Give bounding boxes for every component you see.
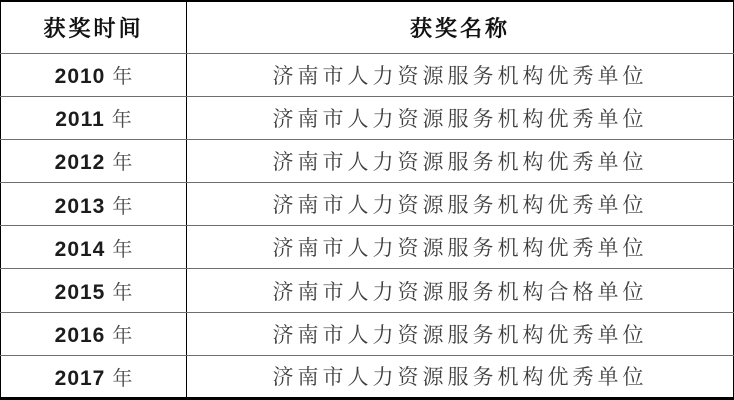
- year-value: 2016: [54, 324, 106, 348]
- award-name-cell: 济南市人力资源服务机构优秀单位: [187, 183, 734, 226]
- year-unit-label: 年: [112, 325, 133, 348]
- year-unit-label: 年: [112, 152, 133, 175]
- table-body: [1, 53, 734, 399]
- table-row: [1, 269, 734, 312]
- year-cell: [1, 355, 187, 398]
- header-row: [1, 1, 734, 53]
- award-name-cell: 济南市人力资源服务机构优秀单位: [187, 96, 734, 139]
- year-unit-label: 年: [112, 282, 133, 305]
- award-name-cell: 济南市人力资源服务机构合格单位: [187, 269, 734, 312]
- year-unit-label: 年: [112, 66, 133, 89]
- year-value: 2012: [54, 151, 106, 175]
- table-row: [1, 96, 734, 139]
- award-name-cell: 济南市人力资源服务机构优秀单位: [187, 226, 734, 269]
- year-unit-label: 年: [111, 109, 132, 132]
- table-row: [1, 355, 734, 398]
- year-cell: [1, 139, 187, 182]
- year-value: 2013: [54, 194, 106, 218]
- year-cell: [1, 312, 187, 355]
- year-value: 2011: [55, 108, 105, 132]
- award-name-cell: 济南市人力资源服务机构优秀单位: [187, 312, 734, 355]
- year-unit-label: 年: [112, 195, 133, 218]
- year-value: 2015: [54, 281, 106, 305]
- year-value: 2014: [54, 237, 106, 261]
- table-row: [1, 183, 734, 226]
- year-value: 2017: [54, 366, 106, 390]
- table-row: [1, 312, 734, 355]
- year-cell: [1, 183, 187, 226]
- year-unit-label: 年: [112, 238, 133, 261]
- year-cell: [1, 269, 187, 312]
- award-name-cell: 济南市人力资源服务机构优秀单位: [272, 366, 648, 390]
- year-cell: [1, 53, 187, 96]
- column-header-award-name: 获奖名称: [187, 1, 734, 53]
- year-unit-label: 年: [112, 367, 133, 390]
- table-row: [1, 226, 734, 269]
- award-name-cell: 济南市人力资源服务机构优秀单位: [187, 139, 734, 182]
- year-cell: [1, 226, 187, 269]
- table-header: [1, 1, 734, 53]
- year-value: 2010: [54, 65, 106, 89]
- table-row: [1, 139, 734, 182]
- award-name-cell: 济南市人力资源服务机构优秀单位: [187, 53, 734, 96]
- year-cell: [1, 96, 187, 139]
- table-row: [1, 53, 734, 96]
- column-header-award-time: 获奖时间: [1, 1, 187, 53]
